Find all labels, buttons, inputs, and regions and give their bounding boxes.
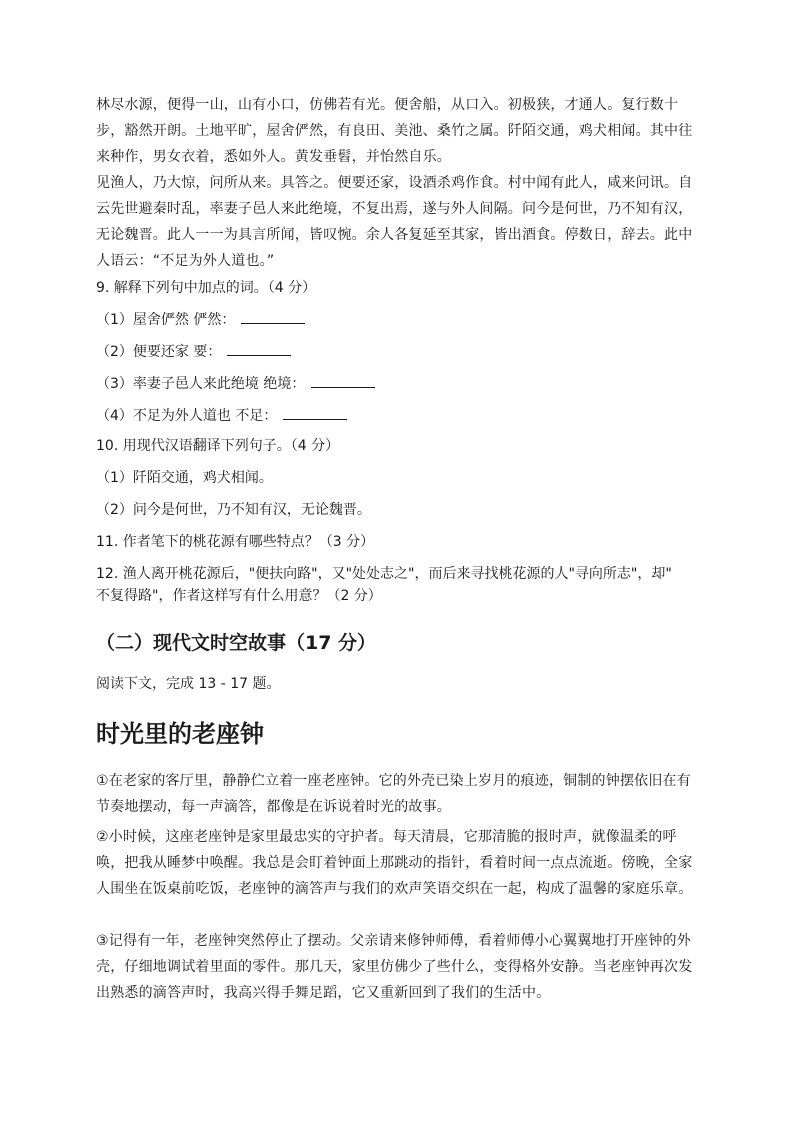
question-9-item-2-text: （2）便要还家 要： bbox=[96, 344, 222, 360]
section-instruction: 阅读下文，完成 13 - 17 题。 bbox=[96, 676, 281, 692]
question-10-item-1: （1）阡陌交通，鸡犬相闻。 bbox=[96, 470, 273, 486]
essay-paragraph-1: ①在老家的客厅里，静静伫立着一座老座钟。它的外壳已染上岁月的痕迹，铜制的钟摆依旧在有节奏地摆动，每一声滴答，都像是在诉说着时光的故事。 bbox=[96, 773, 691, 815]
passage-paragraph-2: 见渔人，乃大惊，问所从来。具答之。便要还家，设酒杀鸡作食。村中闻有此人，咸来问讯。自云先世避秦时乱，率妻子邑人来此绝境，不复出焉，遂与外人间隔。问今是何世，乃不知有汉，无论魏晋。此人一一为具言所闻，皆叹惋。余人各复延至其家，皆出酒食。停数日，辞去。此中人语云：“不足为外人道也。” bbox=[96, 175, 693, 269]
question-10: 10. 用现代汉语翻译下列句子。（4 分） bbox=[96, 438, 340, 454]
question-9: 9. 解释下列句中加点的词。（4 分） bbox=[96, 280, 317, 296]
section-title: （二）现代文时空故事（17 分） bbox=[96, 632, 377, 654]
essay-paragraph-2: ②小时候，这座老座钟是家里最忠实的守护者。每天清晨，它那清脆的报时声，就像温柔的呼唤，把我从睡梦中唤醒。我总是会盯着钟面上那跳动的指针，看着时间一点点流逝。傍晚，全家人围坐在饭桌前吃饭，老座钟的滴答声与我们的欢声笑语交织在一起，构成了温馨的家庭乐章。 bbox=[96, 829, 693, 897]
question-12-line-1: 12. 渔人离开桃花源后，"便扶向路"，又"处处志之"，而后来寻找桃花源的人"寻向所志"，却" bbox=[96, 566, 672, 582]
question-10-item-2: （2）问今是何世，乃不知有汉，无论魏晋。 bbox=[96, 502, 371, 518]
question-9-item-4-text: （4）不足为外人道也 不足： bbox=[96, 408, 278, 424]
answer-blank[interactable] bbox=[283, 407, 347, 420]
answer-blank[interactable] bbox=[227, 343, 291, 356]
question-9-item-3-text: （3）率妻子邑人来此绝境 绝境： bbox=[96, 376, 306, 392]
question-11: 11. 作者笔下的桃花源有哪些特点？（3 分） bbox=[96, 534, 375, 550]
question-9-item-1 bbox=[96, 310, 716, 330]
question-9-item-2 bbox=[96, 342, 716, 362]
answer-blank[interactable] bbox=[311, 375, 375, 388]
question-9-item-3 bbox=[96, 374, 716, 394]
essay-title: 时光里的老座钟 bbox=[96, 720, 264, 748]
question-12-line-2: 不复得路"，作者这样写有什么用意？（2 分） bbox=[96, 588, 382, 604]
question-9-item-4 bbox=[96, 406, 716, 426]
essay-paragraph-3: ③记得有一年，老座钟突然停止了摆动。父亲请来修钟师傅，看着师傅小心翼翼地打开座钟的外壳，仔细地调试着里面的零件。那几天，家里仿佛少了些什么，变得格外安静。当老座钟再次发出熟悉的滴答声时，我高兴得手舞足蹈，它又重新回到了我们的生活中。 bbox=[96, 933, 693, 1001]
question-9-item-1-text: （1）屋舍俨然 俨然： bbox=[96, 312, 236, 328]
passage-paragraph-1: 林尽水源，便得一山，山有小口，仿佛若有光。便舍船，从口入。初极狭，才通人。复行数十步，豁然开朗。土地平旷，屋舍俨然，有良田、美池、桑竹之属。阡陌交通，鸡犬相闻。其中往来种作，男女衣着，悉如外人。黄发垂髫，并怡然自乐。 bbox=[96, 97, 693, 165]
answer-blank[interactable] bbox=[241, 311, 305, 324]
